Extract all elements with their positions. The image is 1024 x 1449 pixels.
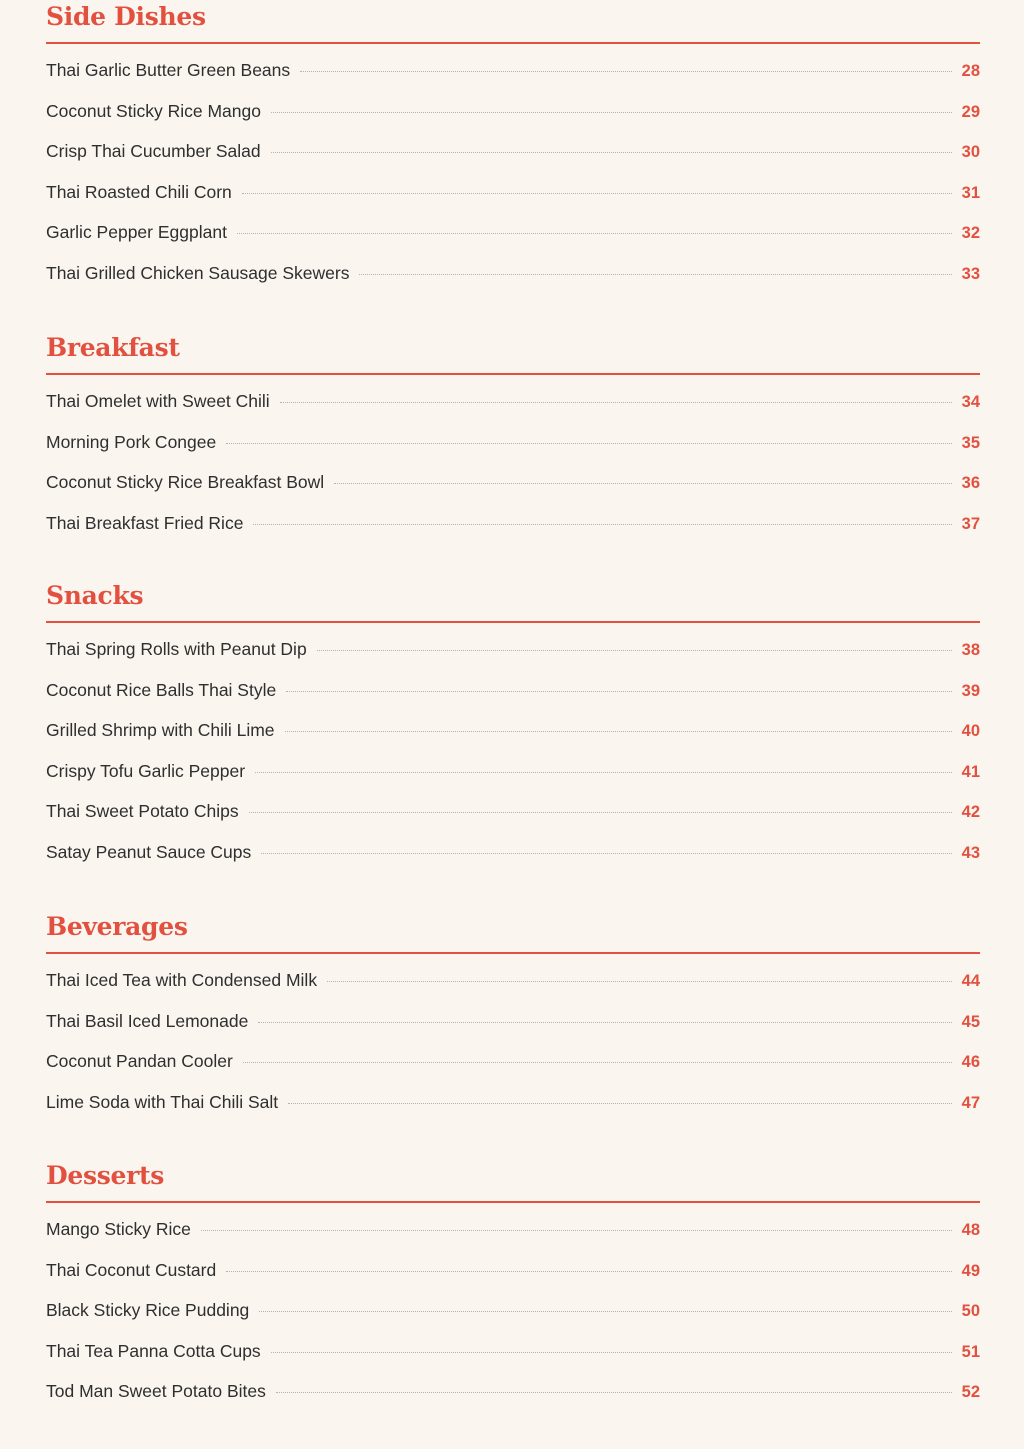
entry-title: Mango Sticky Rice xyxy=(46,1219,191,1239)
page-number: 29 xyxy=(961,102,980,121)
entry-title: Coconut Pandan Cooler xyxy=(46,1051,233,1072)
toc-entry[interactable] xyxy=(46,1092,980,1133)
page-number: 41 xyxy=(961,762,980,781)
toc-entry[interactable] xyxy=(46,842,980,883)
entry-title: Satay Peanut Sauce Cups xyxy=(46,841,252,862)
dotted-leader xyxy=(359,274,951,275)
entry-title: Thai Sweet Potato Chips xyxy=(46,801,239,822)
section-heading: Beverages xyxy=(46,912,188,941)
dotted-leader xyxy=(249,812,952,813)
dotted-leader xyxy=(237,233,952,234)
page-number: 35 xyxy=(961,433,980,452)
entry-title: Thai Tea Panna Cotta Cups xyxy=(46,1340,261,1361)
toc-entry[interactable] xyxy=(46,1300,980,1341)
entry-title: Coconut Sticky Rice Mango xyxy=(46,100,261,121)
page-number: 42 xyxy=(961,803,980,822)
entry-title: Coconut Sticky Rice Breakfast Bowl xyxy=(46,472,325,493)
dotted-leader xyxy=(271,112,952,113)
toc-entry[interactable] xyxy=(46,513,980,554)
section-divider xyxy=(46,373,980,375)
entry-title: Thai Iced Tea with Condensed Milk xyxy=(46,970,318,990)
entry-title: Black Sticky Rice Pudding xyxy=(46,1300,250,1321)
dotted-leader xyxy=(317,650,952,651)
toc-entry[interactable] xyxy=(46,182,980,223)
page-number: 50 xyxy=(961,1302,980,1321)
toc-entry[interactable] xyxy=(46,60,980,101)
section-heading: Snacks xyxy=(46,581,144,610)
section-heading: Breakfast xyxy=(46,333,180,362)
dotted-leader xyxy=(259,1311,951,1312)
toc-entry[interactable] xyxy=(46,391,980,432)
dotted-leader xyxy=(261,853,951,854)
toc-entry[interactable] xyxy=(46,639,980,680)
dotted-leader xyxy=(243,1062,952,1063)
page-number: 39 xyxy=(961,681,980,700)
dotted-leader xyxy=(285,731,952,732)
page-number: 52 xyxy=(961,1383,980,1402)
page-number: 30 xyxy=(961,143,980,162)
page-number: 49 xyxy=(961,1261,980,1280)
toc-section xyxy=(46,1161,980,1422)
toc-entry[interactable] xyxy=(46,720,980,761)
page-number: 46 xyxy=(961,1053,980,1072)
toc-entry[interactable] xyxy=(46,101,980,142)
dotted-leader xyxy=(286,691,951,692)
entry-title: Crisp Thai Cucumber Salad xyxy=(46,141,261,162)
entry-title: Thai Breakfast Fried Rice xyxy=(46,512,244,533)
dotted-leader xyxy=(334,483,951,484)
section-heading: Side Dishes xyxy=(46,2,206,31)
toc-section xyxy=(46,333,980,553)
entry-title: Thai Spring Rolls with Peanut Dip xyxy=(46,639,307,659)
entry-title: Thai Garlic Butter Green Beans xyxy=(46,60,291,80)
dotted-leader xyxy=(255,772,952,773)
entry-title: Coconut Rice Balls Thai Style xyxy=(46,679,277,700)
dotted-leader xyxy=(242,193,952,194)
toc-entry[interactable] xyxy=(46,970,980,1011)
page-number: 36 xyxy=(961,474,980,493)
entry-title: Thai Grilled Chicken Sausage Skewers xyxy=(46,262,350,283)
toc-section xyxy=(46,912,980,1132)
toc-entry[interactable] xyxy=(46,1341,980,1382)
toc-entry[interactable] xyxy=(46,1219,980,1260)
toc-entry[interactable] xyxy=(46,1051,980,1092)
dotted-leader xyxy=(226,443,951,444)
dotted-leader xyxy=(226,1271,951,1272)
toc-entry[interactable] xyxy=(46,680,980,721)
dotted-leader xyxy=(280,402,952,403)
page-number: 40 xyxy=(961,722,980,741)
toc-entry[interactable] xyxy=(46,263,980,304)
entry-title: Tod Man Sweet Potato Bites xyxy=(46,1381,266,1402)
entry-title: Thai Roasted Chili Corn xyxy=(46,181,232,202)
entry-title: Morning Pork Congee xyxy=(46,431,217,452)
page-number: 47 xyxy=(961,1093,980,1112)
entry-title: Crispy Tofu Garlic Pepper xyxy=(46,760,246,781)
page-number: 38 xyxy=(961,641,980,659)
toc-section xyxy=(46,2,980,304)
page-number: 31 xyxy=(961,183,980,202)
entry-title: Thai Basil Iced Lemonade xyxy=(46,1010,249,1031)
entry-title: Thai Coconut Custard xyxy=(46,1259,217,1280)
page-number: 28 xyxy=(961,62,980,80)
page-number: 51 xyxy=(961,1342,980,1361)
dotted-leader xyxy=(271,1352,952,1353)
entry-title: Thai Omelet with Sweet Chili xyxy=(46,391,270,411)
section-heading: Desserts xyxy=(46,1161,165,1190)
section-divider xyxy=(46,952,980,954)
section-divider xyxy=(46,621,980,623)
toc-entry[interactable] xyxy=(46,432,980,473)
toc-entry[interactable] xyxy=(46,222,980,263)
page-number: 45 xyxy=(961,1012,980,1031)
dotted-leader xyxy=(253,524,951,525)
dotted-leader xyxy=(327,981,952,982)
dotted-leader xyxy=(276,1392,952,1393)
page-number: 32 xyxy=(961,224,980,243)
toc-entry[interactable] xyxy=(46,801,980,842)
toc-entry[interactable] xyxy=(46,1260,980,1301)
dotted-leader xyxy=(300,71,952,72)
page-number: 37 xyxy=(961,514,980,533)
toc-entry[interactable] xyxy=(46,1381,980,1422)
toc-entry[interactable] xyxy=(46,1011,980,1052)
dotted-leader xyxy=(288,1103,951,1104)
entry-title: Garlic Pepper Eggplant xyxy=(46,222,227,243)
toc-entry[interactable] xyxy=(46,141,980,182)
toc-entry[interactable] xyxy=(46,472,980,513)
entry-title: Grilled Shrimp with Chili Lime xyxy=(46,720,275,741)
page-number: 44 xyxy=(961,972,980,990)
dotted-leader xyxy=(201,1230,952,1231)
page-number: 33 xyxy=(961,264,980,283)
page-number: 48 xyxy=(961,1221,980,1239)
toc-section xyxy=(46,581,980,883)
page-number: 34 xyxy=(961,393,980,411)
entry-title: Lime Soda with Thai Chili Salt xyxy=(46,1091,279,1112)
page-number: 43 xyxy=(961,843,980,862)
section-divider xyxy=(46,1201,980,1203)
dotted-leader xyxy=(258,1022,951,1023)
dotted-leader xyxy=(271,152,952,153)
section-divider xyxy=(46,42,980,44)
toc-entry[interactable] xyxy=(46,761,980,802)
